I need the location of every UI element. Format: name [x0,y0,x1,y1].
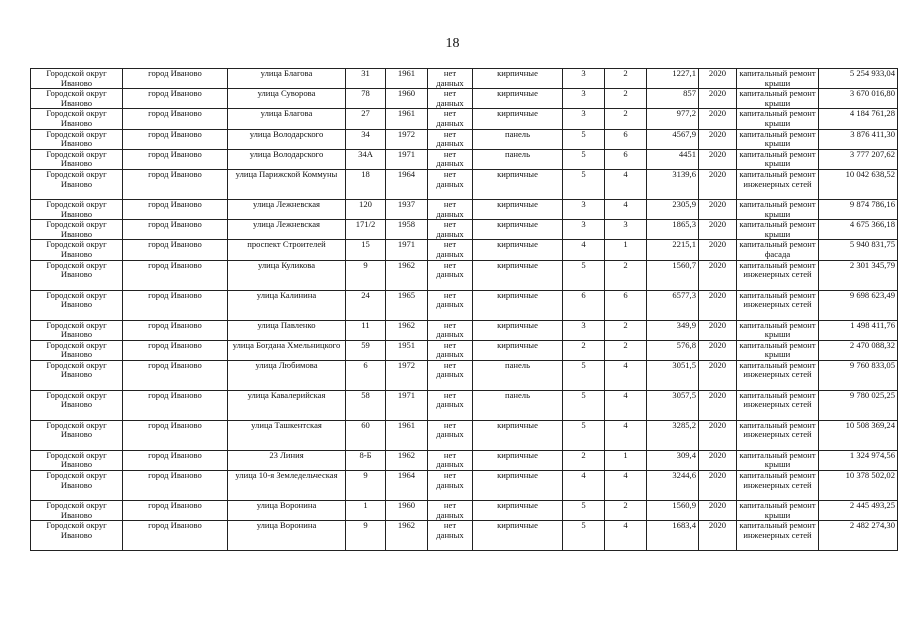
street-cell: улица Парижской Коммуны [228,169,346,199]
municipality-cell: Городской округ Иваново [31,89,123,109]
table-row [31,149,898,169]
year-built-cell: 1971 [386,240,428,260]
wall-material-cell: панель [473,129,563,149]
area-cell: 1560,9 [647,501,699,521]
work-type-cell: капитальный ремонт крыши [737,109,819,129]
overhaul-year-cell: нет данных [428,240,473,260]
wall-material-cell: панель [473,360,563,390]
year-built-cell: 1937 [386,199,428,219]
municipality-cell: Городской округ Иваново [31,220,123,240]
overhaul-year-cell: нет данных [428,169,473,199]
settlement-cell: город Иваново [123,169,228,199]
settlement-cell: город Иваново [123,320,228,340]
work-type-cell: капитальный ремонт инженерных сетей [737,169,819,199]
area-cell: 2215,1 [647,240,699,260]
cost-cell: 10 042 638,52 [819,169,898,199]
entrances-cell: 4 [605,521,647,551]
entrances-cell: 2 [605,340,647,360]
wall-material-cell: кирпичные [473,521,563,551]
cost-cell: 5 254 933,04 [819,69,898,89]
year-built-cell: 1962 [386,320,428,340]
overhaul-year-cell: нет данных [428,320,473,340]
plan-year-cell: 2020 [699,360,737,390]
municipality-cell: Городской округ Иваново [31,360,123,390]
floors-cell: 3 [563,199,605,219]
floors-cell: 5 [563,169,605,199]
overhaul-year-cell: нет данных [428,109,473,129]
wall-material-cell: кирпичные [473,260,563,290]
street-cell: улица 10-я Земледельческая [228,471,346,501]
entrances-cell: 1 [605,450,647,470]
floors-cell: 5 [563,129,605,149]
work-type-cell: капитальный ремонт инженерных сетей [737,521,819,551]
year-built-cell: 1962 [386,450,428,470]
table-row [31,340,898,360]
cost-cell: 1 324 974,56 [819,450,898,470]
street-cell: улица Благова [228,109,346,129]
plan-year-cell: 2020 [699,340,737,360]
entrances-cell: 4 [605,199,647,219]
plan-year-cell: 2020 [699,501,737,521]
house-number-cell: 9 [346,471,386,501]
work-type-cell: капитальный ремонт крыши [737,199,819,219]
overhaul-year-cell: нет данных [428,129,473,149]
plan-year-cell: 2020 [699,240,737,260]
house-number-cell: 27 [346,109,386,129]
area-cell: 349,9 [647,320,699,340]
plan-year-cell: 2020 [699,290,737,320]
year-built-cell: 1972 [386,129,428,149]
area-cell: 3139,6 [647,169,699,199]
cost-cell: 2 301 345,79 [819,260,898,290]
wall-material-cell: кирпичные [473,450,563,470]
settlement-cell: город Иваново [123,199,228,219]
table-row [31,109,898,129]
table-row [31,169,898,199]
street-cell: улица Воронина [228,521,346,551]
floors-cell: 4 [563,240,605,260]
street-cell: 23 Линия [228,450,346,470]
year-built-cell: 1962 [386,260,428,290]
plan-year-cell: 2020 [699,390,737,420]
house-number-cell: 9 [346,521,386,551]
municipality-cell: Городской округ Иваново [31,320,123,340]
plan-year-cell: 2020 [699,220,737,240]
table-row [31,360,898,390]
municipality-cell: Городской округ Иваново [31,129,123,149]
settlement-cell: город Иваново [123,149,228,169]
housing-repair-table [30,68,898,551]
municipality-cell: Городской округ Иваново [31,471,123,501]
house-number-cell: 18 [346,169,386,199]
entrances-cell: 2 [605,260,647,290]
house-number-cell: 9 [346,260,386,290]
municipality-cell: Городской округ Иваново [31,69,123,89]
street-cell: улица Володарского [228,149,346,169]
entrances-cell: 4 [605,390,647,420]
overhaul-year-cell: нет данных [428,260,473,290]
municipality-cell: Городской округ Иваново [31,450,123,470]
area-cell: 1865,3 [647,220,699,240]
work-type-cell: капитальный ремонт фасада [737,240,819,260]
municipality-cell: Городской округ Иваново [31,521,123,551]
overhaul-year-cell: нет данных [428,89,473,109]
settlement-cell: город Иваново [123,89,228,109]
work-type-cell: капитальный ремонт инженерных сетей [737,420,819,450]
wall-material-cell: кирпичные [473,420,563,450]
plan-year-cell: 2020 [699,260,737,290]
cost-cell: 10 508 369,24 [819,420,898,450]
street-cell: улица Богдана Хмельницкого [228,340,346,360]
year-built-cell: 1960 [386,501,428,521]
wall-material-cell: кирпичные [473,89,563,109]
cost-cell: 9 698 623,49 [819,290,898,320]
cost-cell: 9 780 025,25 [819,390,898,420]
plan-year-cell: 2020 [699,89,737,109]
municipality-cell: Городской округ Иваново [31,420,123,450]
house-number-cell: 1 [346,501,386,521]
wall-material-cell: кирпичные [473,69,563,89]
house-number-cell: 171/2 [346,220,386,240]
municipality-cell: Городской округ Иваново [31,199,123,219]
overhaul-year-cell: нет данных [428,199,473,219]
house-number-cell: 31 [346,69,386,89]
municipality-cell: Городской округ Иваново [31,109,123,129]
table-row [31,129,898,149]
street-cell: улица Павленко [228,320,346,340]
wall-material-cell: кирпичные [473,501,563,521]
settlement-cell: город Иваново [123,360,228,390]
year-built-cell: 1961 [386,109,428,129]
table-row [31,450,898,470]
work-type-cell: капитальный ремонт крыши [737,320,819,340]
overhaul-year-cell: нет данных [428,220,473,240]
work-type-cell: капитальный ремонт крыши [737,501,819,521]
settlement-cell: город Иваново [123,501,228,521]
table-row [31,320,898,340]
entrances-cell: 3 [605,220,647,240]
floors-cell: 2 [563,340,605,360]
entrances-cell: 2 [605,501,647,521]
street-cell: улица Воронина [228,501,346,521]
area-cell: 1560,7 [647,260,699,290]
plan-year-cell: 2020 [699,450,737,470]
entrances-cell: 6 [605,290,647,320]
floors-cell: 5 [563,390,605,420]
house-number-cell: 8-Б [346,450,386,470]
entrances-cell: 2 [605,109,647,129]
plan-year-cell: 2020 [699,149,737,169]
area-cell: 4451 [647,149,699,169]
table-row [31,471,898,501]
area-cell: 857 [647,89,699,109]
street-cell: улица Кавалерийская [228,390,346,420]
work-type-cell: капитальный ремонт инженерных сетей [737,471,819,501]
work-type-cell: капитальный ремонт инженерных сетей [737,360,819,390]
street-cell: улица Благова [228,69,346,89]
table-row [31,69,898,89]
street-cell: улица Ташкентская [228,420,346,450]
municipality-cell: Городской округ Иваново [31,390,123,420]
wall-material-cell: кирпичные [473,340,563,360]
settlement-cell: город Иваново [123,420,228,450]
work-type-cell: капитальный ремонт крыши [737,149,819,169]
floors-cell: 5 [563,149,605,169]
entrances-cell: 2 [605,320,647,340]
year-built-cell: 1964 [386,471,428,501]
house-number-cell: 15 [346,240,386,260]
area-cell: 576,8 [647,340,699,360]
year-built-cell: 1971 [386,390,428,420]
work-type-cell: капитальный ремонт инженерных сетей [737,290,819,320]
cost-cell: 9 874 786,16 [819,199,898,219]
floors-cell: 4 [563,471,605,501]
cost-cell: 4 675 366,18 [819,220,898,240]
settlement-cell: город Иваново [123,109,228,129]
street-cell: улица Калинина [228,290,346,320]
year-built-cell: 1951 [386,340,428,360]
floors-cell: 5 [563,260,605,290]
table-row [31,390,898,420]
street-cell: улица Володарского [228,129,346,149]
overhaul-year-cell: нет данных [428,149,473,169]
plan-year-cell: 2020 [699,129,737,149]
area-cell: 3057,5 [647,390,699,420]
overhaul-year-cell: нет данных [428,340,473,360]
floors-cell: 3 [563,320,605,340]
table-row [31,220,898,240]
work-type-cell: капитальный ремонт инженерных сетей [737,390,819,420]
overhaul-year-cell: нет данных [428,471,473,501]
cost-cell: 3 670 016,80 [819,89,898,109]
table-body [31,69,898,551]
street-cell: улица Суворова [228,89,346,109]
municipality-cell: Городской округ Иваново [31,290,123,320]
cost-cell: 2 445 493,25 [819,501,898,521]
municipality-cell: Городской округ Иваново [31,260,123,290]
wall-material-cell: кирпичные [473,199,563,219]
year-built-cell: 1958 [386,220,428,240]
settlement-cell: город Иваново [123,471,228,501]
table-row [31,89,898,109]
house-number-cell: 11 [346,320,386,340]
settlement-cell: город Иваново [123,390,228,420]
year-built-cell: 1961 [386,420,428,450]
plan-year-cell: 2020 [699,420,737,450]
area-cell: 3051,5 [647,360,699,390]
year-built-cell: 1971 [386,149,428,169]
entrances-cell: 2 [605,89,647,109]
wall-material-cell: панель [473,149,563,169]
house-number-cell: 24 [346,290,386,320]
settlement-cell: город Иваново [123,340,228,360]
cost-cell: 5 940 831,75 [819,240,898,260]
wall-material-cell: кирпичные [473,240,563,260]
house-number-cell: 34 [346,129,386,149]
wall-material-cell: кирпичные [473,471,563,501]
plan-year-cell: 2020 [699,109,737,129]
overhaul-year-cell: нет данных [428,69,473,89]
entrances-cell: 4 [605,420,647,450]
year-built-cell: 1961 [386,69,428,89]
wall-material-cell: кирпичные [473,320,563,340]
entrances-cell: 6 [605,129,647,149]
cost-cell: 2 482 274,30 [819,521,898,551]
municipality-cell: Городской округ Иваново [31,340,123,360]
floors-cell: 3 [563,89,605,109]
overhaul-year-cell: нет данных [428,290,473,320]
area-cell: 309,4 [647,450,699,470]
floors-cell: 3 [563,69,605,89]
table-row [31,199,898,219]
table-row [31,501,898,521]
cost-cell: 10 378 502,02 [819,471,898,501]
house-number-cell: 59 [346,340,386,360]
area-cell: 2305,9 [647,199,699,219]
plan-year-cell: 2020 [699,521,737,551]
settlement-cell: город Иваново [123,69,228,89]
area-cell: 4567,9 [647,129,699,149]
settlement-cell: город Иваново [123,521,228,551]
settlement-cell: город Иваново [123,240,228,260]
floors-cell: 5 [563,420,605,450]
municipality-cell: Городской округ Иваново [31,149,123,169]
table-row [31,240,898,260]
plan-year-cell: 2020 [699,169,737,199]
municipality-cell: Городской округ Иваново [31,240,123,260]
cost-cell: 3 876 411,30 [819,129,898,149]
cost-cell: 1 498 411,76 [819,320,898,340]
cost-cell: 2 470 088,32 [819,340,898,360]
settlement-cell: город Иваново [123,290,228,320]
area-cell: 3285,2 [647,420,699,450]
plan-year-cell: 2020 [699,69,737,89]
year-built-cell: 1972 [386,360,428,390]
work-type-cell: капитальный ремонт инженерных сетей [737,260,819,290]
work-type-cell: капитальный ремонт крыши [737,89,819,109]
cost-cell: 3 777 207,62 [819,149,898,169]
wall-material-cell: кирпичные [473,220,563,240]
street-cell: улица Любимова [228,360,346,390]
plan-year-cell: 2020 [699,320,737,340]
house-number-cell: 60 [346,420,386,450]
table-row [31,521,898,551]
work-type-cell: капитальный ремонт крыши [737,450,819,470]
table-row [31,260,898,290]
house-number-cell: 78 [346,89,386,109]
house-number-cell: 6 [346,360,386,390]
street-cell: улица Лежневская [228,220,346,240]
house-number-cell: 120 [346,199,386,219]
entrances-cell: 4 [605,360,647,390]
work-type-cell: капитальный ремонт крыши [737,129,819,149]
street-cell: проспект Строителей [228,240,346,260]
area-cell: 1227,1 [647,69,699,89]
street-cell: улица Куликова [228,260,346,290]
work-type-cell: капитальный ремонт крыши [737,69,819,89]
table-row [31,290,898,320]
street-cell: улица Лежневская [228,199,346,219]
overhaul-year-cell: нет данных [428,360,473,390]
cost-cell: 4 184 761,28 [819,109,898,129]
area-cell: 977,2 [647,109,699,129]
entrances-cell: 4 [605,471,647,501]
wall-material-cell: кирпичные [473,109,563,129]
floors-cell: 5 [563,501,605,521]
work-type-cell: капитальный ремонт крыши [737,220,819,240]
overhaul-year-cell: нет данных [428,390,473,420]
entrances-cell: 6 [605,149,647,169]
plan-year-cell: 2020 [699,199,737,219]
floors-cell: 2 [563,450,605,470]
house-number-cell: 58 [346,390,386,420]
year-built-cell: 1965 [386,290,428,320]
floors-cell: 5 [563,360,605,390]
municipality-cell: Городской округ Иваново [31,501,123,521]
area-cell: 1683,4 [647,521,699,551]
table-row [31,420,898,450]
area-cell: 6577,3 [647,290,699,320]
entrances-cell: 1 [605,240,647,260]
page-number: 18 [445,36,460,51]
area-cell: 3244,6 [647,471,699,501]
year-built-cell: 1962 [386,521,428,551]
settlement-cell: город Иваново [123,450,228,470]
wall-material-cell: кирпичные [473,169,563,199]
entrances-cell: 2 [605,69,647,89]
plan-year-cell: 2020 [699,471,737,501]
settlement-cell: город Иваново [123,129,228,149]
municipality-cell: Городской округ Иваново [31,169,123,199]
overhaul-year-cell: нет данных [428,521,473,551]
floors-cell: 5 [563,521,605,551]
settlement-cell: город Иваново [123,220,228,240]
overhaul-year-cell: нет данных [428,501,473,521]
house-number-cell: 34А [346,149,386,169]
wall-material-cell: кирпичные [473,290,563,320]
overhaul-year-cell: нет данных [428,450,473,470]
entrances-cell: 4 [605,169,647,199]
floors-cell: 3 [563,109,605,129]
wall-material-cell: панель [473,390,563,420]
work-type-cell: капитальный ремонт крыши [737,340,819,360]
year-built-cell: 1960 [386,89,428,109]
year-built-cell: 1964 [386,169,428,199]
settlement-cell: город Иваново [123,260,228,290]
cost-cell: 9 760 833,05 [819,360,898,390]
overhaul-year-cell: нет данных [428,420,473,450]
floors-cell: 6 [563,290,605,320]
floors-cell: 3 [563,220,605,240]
